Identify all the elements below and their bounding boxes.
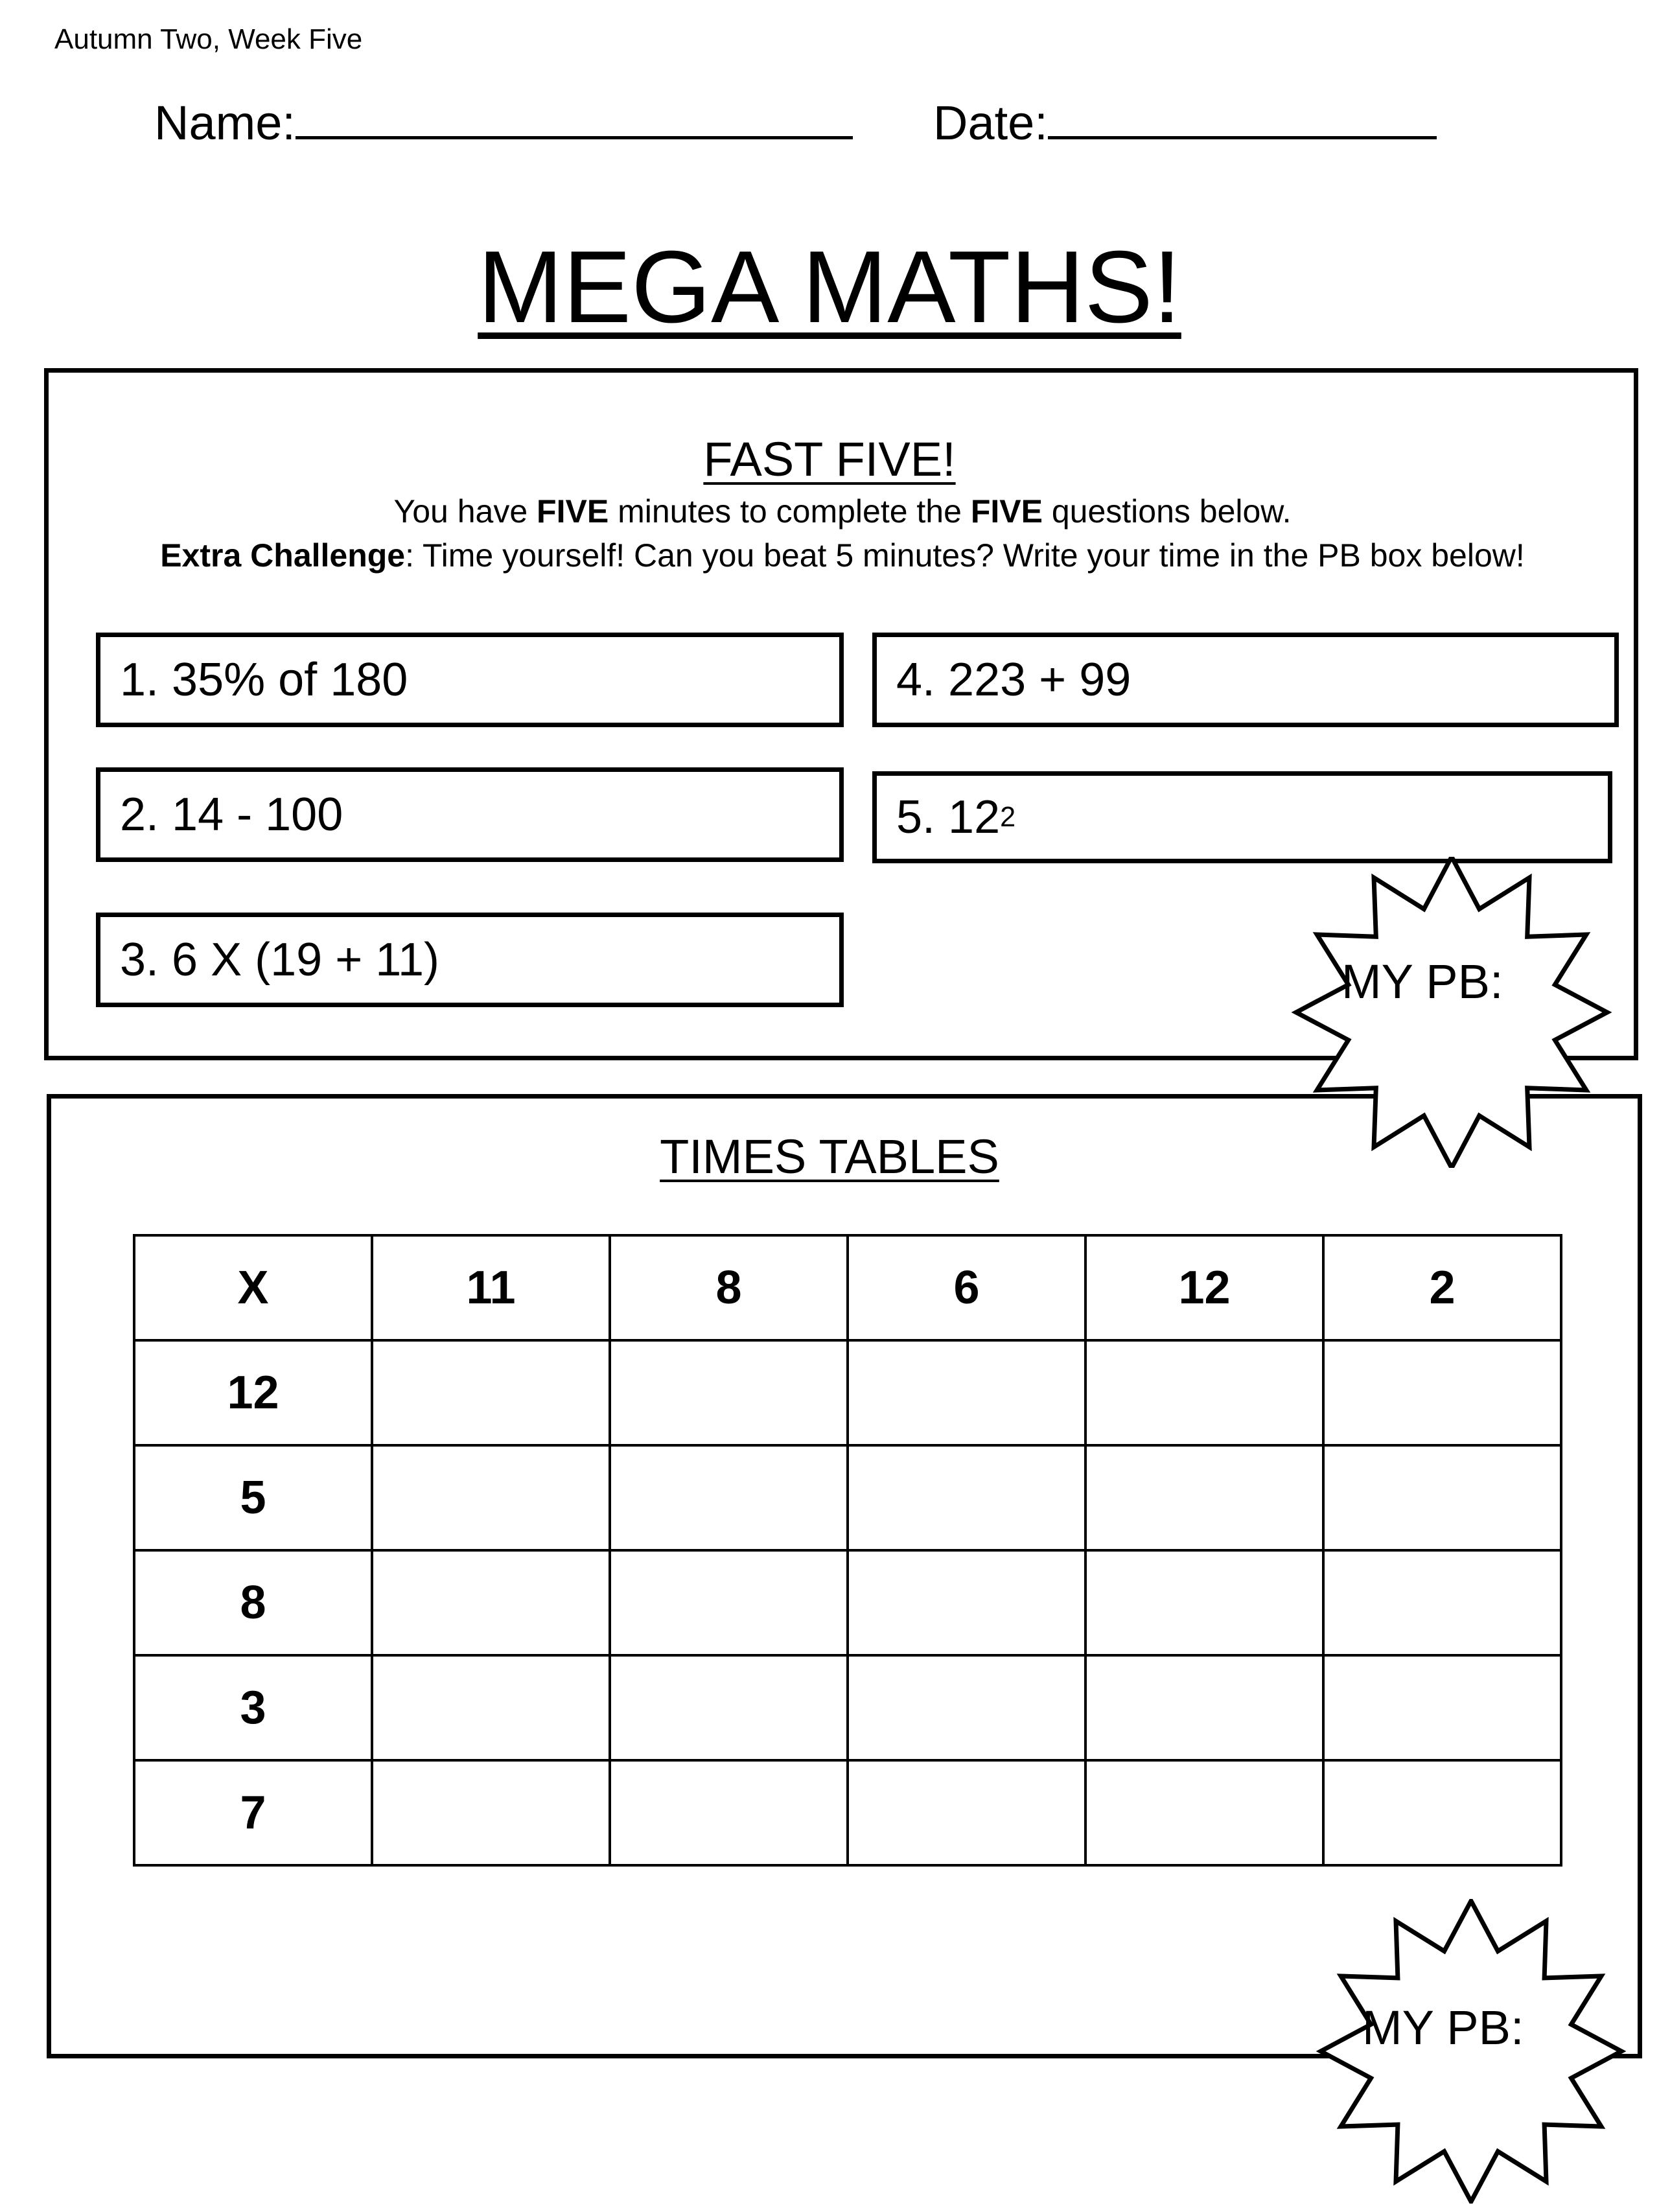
- answer-cell[interactable]: [1085, 1655, 1323, 1760]
- column-header: 6: [848, 1235, 1085, 1340]
- question-box-3[interactable]: 3. 6 X (19 + 11): [96, 913, 844, 1007]
- answer-cell[interactable]: [1085, 1340, 1323, 1445]
- date-blank-line[interactable]: [1048, 93, 1437, 139]
- name-blank-line[interactable]: [296, 93, 853, 139]
- question-box-5[interactable]: 5. 12 2: [872, 771, 1612, 863]
- answer-cell[interactable]: [1323, 1760, 1561, 1865]
- answer-cell[interactable]: [372, 1550, 610, 1655]
- answer-cell[interactable]: [848, 1655, 1085, 1760]
- date-label: Date:: [933, 96, 1048, 150]
- pb-label: MY PB:: [1341, 955, 1503, 1008]
- times-table-grid: [133, 1234, 1562, 1867]
- corner-cell: X: [134, 1235, 372, 1340]
- answer-cell[interactable]: [1323, 1340, 1561, 1445]
- answer-cell[interactable]: [372, 1445, 610, 1550]
- answer-cell[interactable]: [848, 1445, 1085, 1550]
- column-header: 2: [1323, 1235, 1561, 1340]
- answer-cell[interactable]: [372, 1655, 610, 1760]
- question-box-1[interactable]: 1. 35% of 180: [96, 633, 844, 727]
- question-box-4[interactable]: 4. 223 + 99: [872, 633, 1619, 727]
- fast-five-instruction: You have FIVE minutes to complete the FIVE questions below.: [393, 493, 1292, 530]
- name-field[interactable]: [154, 93, 853, 150]
- answer-cell[interactable]: [610, 1655, 848, 1760]
- starburst-icon: [1290, 857, 1614, 1168]
- answer-cell[interactable]: [1323, 1655, 1561, 1760]
- table-row: [134, 1550, 1561, 1655]
- question-box-2[interactable]: 2. 14 - 100: [96, 767, 844, 862]
- table-row: [134, 1340, 1561, 1445]
- table-row: [134, 1760, 1561, 1865]
- answer-cell[interactable]: [1085, 1760, 1323, 1865]
- table-row: [134, 1445, 1561, 1550]
- extra-challenge-instruction: Extra Challenge: Time yourself! Can you beat 5 minutes? Write your time in the PB box below!: [160, 537, 1525, 574]
- page-title: MEGA MATHS!: [478, 230, 1181, 344]
- answer-cell[interactable]: [372, 1340, 610, 1445]
- fast-five-pb-starburst[interactable]: [1290, 857, 1614, 1168]
- answer-cell[interactable]: [848, 1550, 1085, 1655]
- name-label: Name:: [154, 96, 296, 150]
- row-header: 3: [134, 1655, 372, 1760]
- answer-cell[interactable]: [1323, 1550, 1561, 1655]
- column-header: 11: [372, 1235, 610, 1340]
- answer-cell[interactable]: [1085, 1445, 1323, 1550]
- answer-cell[interactable]: [610, 1340, 848, 1445]
- answer-cell[interactable]: [372, 1760, 610, 1865]
- answer-cell[interactable]: [848, 1340, 1085, 1445]
- column-header: 12: [1085, 1235, 1323, 1340]
- times-tables-pb-starburst[interactable]: [1309, 1899, 1633, 2204]
- answer-cell[interactable]: [610, 1445, 848, 1550]
- row-header: 12: [134, 1340, 372, 1445]
- date-field[interactable]: [933, 93, 1437, 150]
- fast-five-heading: FAST FIVE!: [703, 432, 956, 486]
- pb-label: MY PB:: [1362, 2001, 1524, 2055]
- worksheet-week-label: Autumn Two, Week Five: [54, 23, 363, 55]
- answer-cell[interactable]: [610, 1760, 848, 1865]
- times-tables-heading: TIMES TABLES: [660, 1130, 999, 1183]
- column-header: 8: [610, 1235, 848, 1340]
- row-header: 5: [134, 1445, 372, 1550]
- row-header: 7: [134, 1760, 372, 1865]
- answer-cell[interactable]: [1085, 1550, 1323, 1655]
- answer-cell[interactable]: [1323, 1445, 1561, 1550]
- table-header-row: [134, 1235, 1561, 1340]
- answer-cell[interactable]: [848, 1760, 1085, 1865]
- answer-cell[interactable]: [610, 1550, 848, 1655]
- table-row: [134, 1655, 1561, 1760]
- row-header: 8: [134, 1550, 372, 1655]
